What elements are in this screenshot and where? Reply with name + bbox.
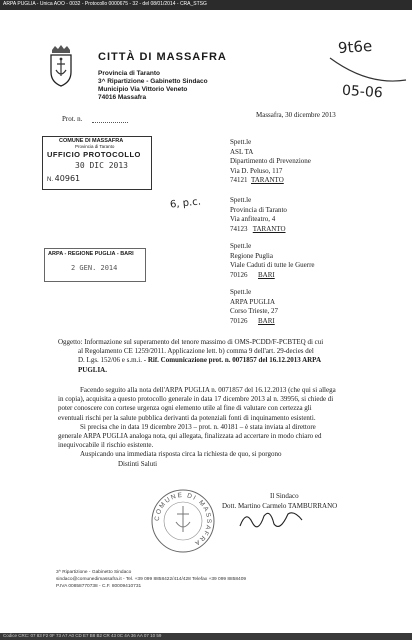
subject-block — [58, 338, 388, 375]
stamp-date: 30 DIC 2013 — [75, 161, 128, 170]
recipient-provincia — [230, 196, 287, 234]
arpa-stamp-title: ARPA - REGIONE PUGLIA - BARI — [48, 251, 134, 257]
recipient-city: TARANTO — [252, 224, 286, 233]
letter-body — [58, 386, 398, 469]
recipient-city: BARI — [258, 270, 275, 279]
stamp-title: COMUNE DI MASSAFRA — [59, 138, 124, 144]
recipient-line: ARPA PUGLIA — [230, 297, 276, 306]
protocol-header-bar — [0, 0, 412, 10]
recipient-city: BARI — [258, 316, 275, 325]
handwritten-signature — [236, 506, 306, 534]
handwritten-bracket — [328, 56, 408, 84]
footer-department: 3^ Ripartizione - Gabinetto Sindaco — [56, 570, 132, 575]
recipient-line: Corso Trieste, 27 — [230, 307, 279, 315]
header-line-city: 74016 Massafra — [98, 94, 147, 101]
footer-contacts: sindaco@comunedimassafra.it - Tel. +39 099 8858422/414/428 Telefax +39 099 8858409 — [56, 577, 247, 582]
recipient-line: Via D. Peluso, 117 — [230, 166, 283, 175]
body-line: Auspicando una immediata risposta circa la richiesta de quo, si porgono — [80, 450, 282, 459]
crc-code: Codice CRC: 07 83 F2 0F 73 A7 A0 CD E7 B8 B2 CR 43 0C 4A 36 AA 07 10 59 — [3, 633, 162, 638]
recipient-cap: 74121 — [230, 176, 248, 184]
header-line-department: 3^ Ripartizione - Gabinetto Sindaco — [98, 78, 208, 85]
stamp-number — [47, 174, 80, 183]
stamp-subtitle: Provincia di Taranto — [75, 144, 115, 149]
recipient-line: Regione Puglia — [230, 251, 273, 260]
recipient-arpa — [230, 288, 278, 326]
stamp-number-value: 40961 — [54, 174, 81, 183]
handwritten-note: 6, p.c. — [169, 196, 202, 211]
subject-reference: Rif. Comunicazione prot. n. 0071857 del 16.12.2013 ARPA — [147, 356, 321, 365]
handwritten-ref-top: 9t6e — [337, 36, 373, 58]
letter-date: Massafra, 30 dicembre 2013 — [256, 111, 336, 119]
protocol-label: Prot. n. — [62, 115, 83, 123]
header-line-street: Municipio Via Vittorio Veneto — [98, 86, 188, 93]
header-line-province: Provincia di Taranto — [98, 70, 161, 77]
body-line: poter conoscere con cortese urgenza ogni elemento utile al fine di valutare con certezza gli — [58, 404, 312, 413]
subject-line: al Regolamento CE 1259/2011. Applicazione lett. b) comma 9 dell'art. 29-decies del — [78, 347, 314, 356]
signature-name: Dott. Martino Carmelo TAMBURRANO — [222, 502, 338, 510]
handwritten-ref-bottom: 05-06 — [341, 82, 384, 102]
recipient-spett: Spett.le — [230, 196, 252, 204]
city-title: CITTÀ DI MASSAFRA — [98, 51, 227, 63]
recipient-asl — [230, 138, 311, 186]
recipient-city: TARANTO — [251, 176, 284, 184]
comune-protocol-stamp — [42, 136, 152, 190]
subject-line: D. Lgs. 152/06 e s.m.i. - — [78, 356, 148, 365]
recipient-spett: Spett.le — [230, 242, 252, 250]
subject-label: Oggetto: — [58, 338, 83, 346]
signature-role: Il Sindaco — [270, 492, 299, 500]
body-line: generale ARPA PUGLIA analoga nota, qui allegata, finalizzata ad accertare in modo chiaro ed — [58, 432, 322, 441]
recipient-line: Dipartimento di Prevenzione — [230, 157, 311, 165]
arpa-stamp-date: 2 GEN. 2014 — [71, 264, 118, 272]
stamp-office: UFFICIO PROTOCOLLO — [47, 150, 141, 159]
arpa-receipt-stamp — [44, 248, 146, 282]
body-line: inequivocabile il rischio esistente. — [58, 441, 154, 450]
city-seal-icon — [150, 488, 216, 554]
recipient-line: Via anfiteatro, 4 — [230, 215, 276, 223]
city-crest-icon — [48, 44, 74, 88]
body-line: Facendo seguito alla nota dell'ARPA PUGLIA n. 0071857 del 16.12.2013 (che qui si allega — [80, 386, 336, 394]
body-line: Si precisa che in data 19 dicembre 2013 – prot. n. 40181 – è stata inviata al direttore — [80, 422, 316, 431]
footer-tax-ids: P.IVA 00858770738 - C.F. 80009410731 — [56, 584, 142, 589]
recipient-line: Provincia di Taranto — [230, 205, 287, 214]
seal-text: COMUNE DI MASSAFRA — [153, 491, 213, 548]
stamp-number-label: N. — [47, 177, 55, 183]
recipient-spett: Spett.le — [230, 138, 252, 146]
protocol-header-text: ARPA PUGLIA - Unica AOO - 0032 - Protocollo 0000675 - 32 - del 08/01/2014 - CRA_STSG — [3, 1, 207, 7]
body-line: eventuali rischi per la salute pubblica derivanti da potenziali fonti di inquinamento esistenti. — [58, 413, 316, 422]
protocol-number-line — [92, 122, 128, 123]
recipient-cap: 70126 — [230, 270, 248, 279]
recipient-cap: 74123 — [230, 224, 248, 233]
recipient-spett: Spett.le — [230, 288, 252, 296]
body-closing: Distinti Saluti — [118, 459, 158, 468]
recipient-cap: 70126 — [230, 316, 248, 325]
crc-footer-bar — [0, 633, 412, 640]
recipient-line: ASL TA — [230, 147, 254, 156]
body-line: in copia), acquisita a questo protocollo generale in data 17 dicembre 2013 al n. 39956, si chiede di — [58, 395, 334, 404]
subject-line: Informazione sul superamento del tenore massimo di OMS-PCDD/F-PCBTEQ di cui — [84, 338, 324, 346]
recipient-regione — [230, 242, 315, 280]
recipient-line: Viale Caduti di tutte le Guerre — [230, 261, 315, 269]
subject-reference-end: PUGLIA. — [78, 365, 107, 374]
